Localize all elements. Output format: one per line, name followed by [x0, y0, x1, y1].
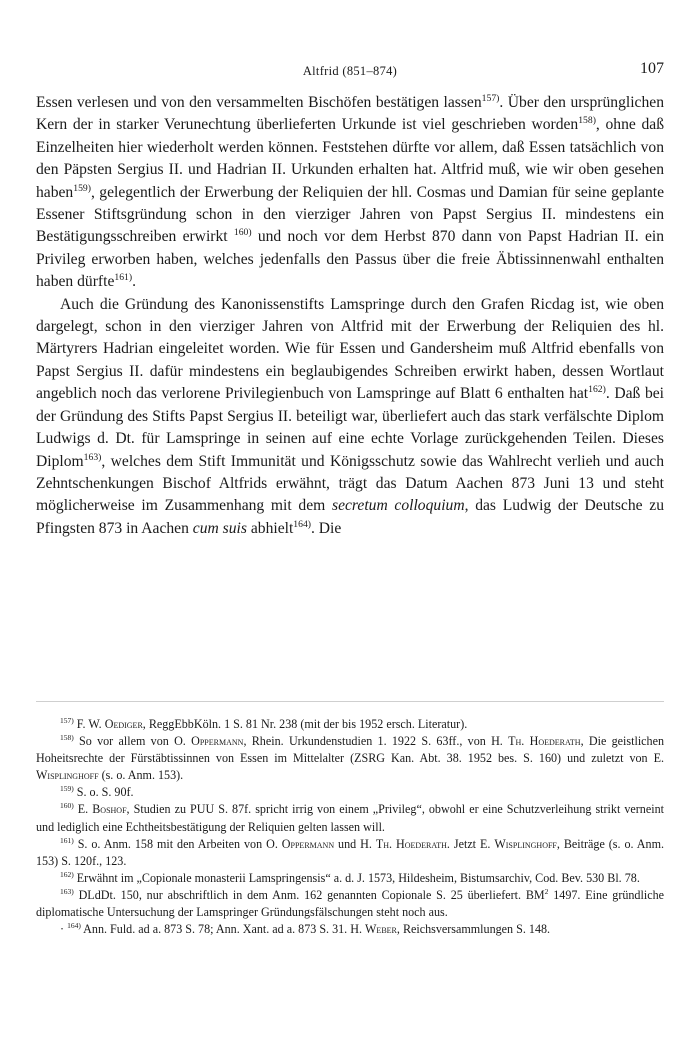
page-number: 107 [640, 60, 664, 77]
text-run: Essen verlesen und von den versammelten Bischöfen bestätigen lassen [36, 94, 482, 111]
superscript: 2 [544, 886, 549, 896]
footnote-text: E. [73, 802, 93, 817]
footnote-text: So vor allem von O. [73, 734, 192, 749]
footnote-number: 162) [60, 869, 74, 879]
footnote-number: 160) [60, 801, 74, 811]
author-name: Oppermann [191, 734, 244, 749]
running-title: Altfrid (851–874) [302, 64, 398, 78]
footnote-ref-158: 158) [578, 115, 596, 127]
footnote-text: , ReggEbbKöln. 1 S. 81 Nr. 238 (mit der bis 1952 ersch. Literatur). [142, 717, 468, 731]
footnote-162 [36, 870, 664, 887]
footnote-text: S. o. S. 90f. [73, 785, 134, 800]
italic-term: secretum colloquium [332, 497, 465, 515]
author-name: Wisplinghoff [494, 836, 557, 851]
main-text [36, 92, 664, 540]
footnote-text: . Jetzt E. [446, 836, 495, 851]
footnote-text: F. W. [73, 717, 105, 731]
footnote-ref-161: 161) [114, 272, 133, 284]
footnote-161 [36, 836, 664, 870]
footnote-text: S. o. Anm. 158 mit den Arbeiten von O. [73, 836, 282, 851]
author-name: Weber [365, 922, 397, 937]
text-run: abhielt [246, 519, 294, 537]
author-name: Th. Hoederath [508, 734, 581, 749]
author-name: Oppermann [281, 836, 335, 851]
footnote-text: , Reichsversammlungen S. 148. [396, 922, 551, 937]
italic-term: cum suis [192, 519, 247, 537]
page-header [36, 60, 664, 80]
footnote-ref-160: 160) [233, 227, 252, 239]
footnote-text: , Rhein. Urkundenstudien 1. 1922 S. 63ff., von H. [243, 734, 509, 749]
author-name: Th. Hoederath [375, 836, 447, 851]
text-run: . [132, 273, 136, 291]
footnote-text: 1497. Eine gründliche diplomatische Untersuchung der Lamspringer Gründungsfälschungen steht noch aus. [36, 887, 664, 920]
text-run: , gelegentlich der Erwerbung der Reliquien der hll. Cosmas und Damian für seine geplante Essener Stiftsgründung schon in den vierziger Jahren von Papst Sergius II. mindestens ein Bestätigungsschreiben erwirkt [36, 183, 664, 246]
footnote-160 [36, 801, 664, 835]
footnote-159 [36, 784, 664, 801]
footnote-text: und H. [334, 836, 376, 851]
author-name: Oediger [104, 717, 143, 731]
paragraph-1 [36, 92, 664, 294]
footnote-ref-164: 164) [293, 518, 311, 530]
footnote-text: Erwähnt im „Copionale monasterii Lamspringensis“ a. d. J. 1573, Hildesheim, Bistumsarchiv, Cod. Bev. 530 Bl. 78. [73, 870, 640, 885]
footnote-number: 157) [60, 715, 74, 725]
footnote-text: , Beiträge (s. o. Anm. 153) S. 120f., 123. [36, 836, 665, 868]
footnote-163 [36, 887, 664, 921]
footnote-number: 163) [60, 886, 74, 896]
footnote-157 [36, 716, 664, 733]
text-run: und noch vor dem Herbst 870 dann von Papst Hadrian II. ein Privileg erworben haben, welches jedenfalls den Passus über die freie Äbtissinnenwahl enthalten haben dürfte [36, 228, 664, 291]
footnote-text: , Studien zu PUU S. 87f. spricht irrig von einem „Privileg“, obwohl er eine Schutzverleihung strikt verneint und lediglich eine Echtheitsbestätigung der Reliquien gelten lassen will. [36, 802, 664, 834]
paragraph-2 [36, 294, 664, 540]
footnote-158 [36, 733, 664, 784]
footnote-number: 158) [60, 733, 74, 743]
footnote-number: 161) [60, 835, 74, 845]
footnote-text: Ann. Fuld. ad a. 873 S. 78; Ann. Xant. ad a. 873 S. 31. H. [80, 922, 366, 937]
footnote-separator [36, 701, 664, 702]
footnote-164 [36, 921, 664, 938]
text-run: . Über den ursprünglichen Kern der in starker Verunechtung überlieferten Urkunde ist viel geschrieben worden [36, 94, 664, 134]
text-run: , ohne daß Einzelheiten hier wiederholt werden können. Feststehen dürfte vor allem, daß Essen tatsächlich von den Päpsten Sergius II. und Hadrian II. Urkunden erhalten hat. Altfrid muß, wie wir oben gesehen haben [36, 116, 664, 201]
footnote-ref-162: 162) [588, 384, 606, 396]
stray-mark: · [60, 922, 68, 937]
text-run: , das Ludwig der Deutsche zu Pfingsten 873 in Aachen [36, 497, 664, 537]
text-run: . Daß bei der Gründung des Stifts Papst Sergius II. beteiligt war, überliefert auch das stark verfälschte Diplom Ludwigs d. Dt. für Lamspringe in seinen auf eine echte Vorlage zurückgehenden Teilen. Dieses Diplom [36, 385, 664, 470]
text-run: Auch die Gründung des Kanonissenstifts Lamspringe durch den Grafen Ricdag ist, wie oben dargelegt, schon in den vierziger Jahren von Altfrid mit der Erwerbung der Reliquien des hl. Märtyrers Hadrian eingeleitet worden. Wie für Essen und Gandersheim muß Altfrid ebenfalls von Papst Sergius II. dafür mindestens ein beglaubigendes Schreiben erwirkt haben, dessen Wortlaut angeblich noch das verlorene Privilegienbuch von Lamspringe auf Blatt 6 enthalten hat [36, 295, 664, 403]
footnote-ref-163: 163) [83, 451, 102, 463]
footnote-ref-159: 159) [73, 182, 91, 194]
footnote-ref-157: 157) [481, 92, 500, 104]
footnote-text: , Die geistlichen Hoheitsrechte der Fürstäbtissinnen von Essen im Mittelalter (ZSRG Kan. Abt. 38. 1952 bes. S. 160) und zuletzt von E. [36, 734, 665, 766]
footnote-text: DLdDt. 150, nur abschriftlich in dem Anm. 162 genannten Copionale S. 25 überliefert. BM [73, 887, 545, 902]
footnote-text: (s. o. Anm. 153). [98, 768, 184, 783]
text-run: . Die [311, 519, 342, 537]
footnote-number: 159) [60, 784, 74, 794]
author-name: Boshof [92, 802, 127, 817]
footnotes [36, 716, 664, 938]
text-run: , welches dem Stift Immunität und Königsschutz sowie das Wahlrecht verlieh und auch Zehntschenkungen Bischof Altfrids erwähnt, trägt das Datum Aachen 873 Juni 13 und steht möglicherweise im Zusammenhang mit dem [36, 452, 664, 515]
footnote-number: 164) [67, 921, 81, 931]
author-name: Wisplinghoff [36, 768, 99, 783]
